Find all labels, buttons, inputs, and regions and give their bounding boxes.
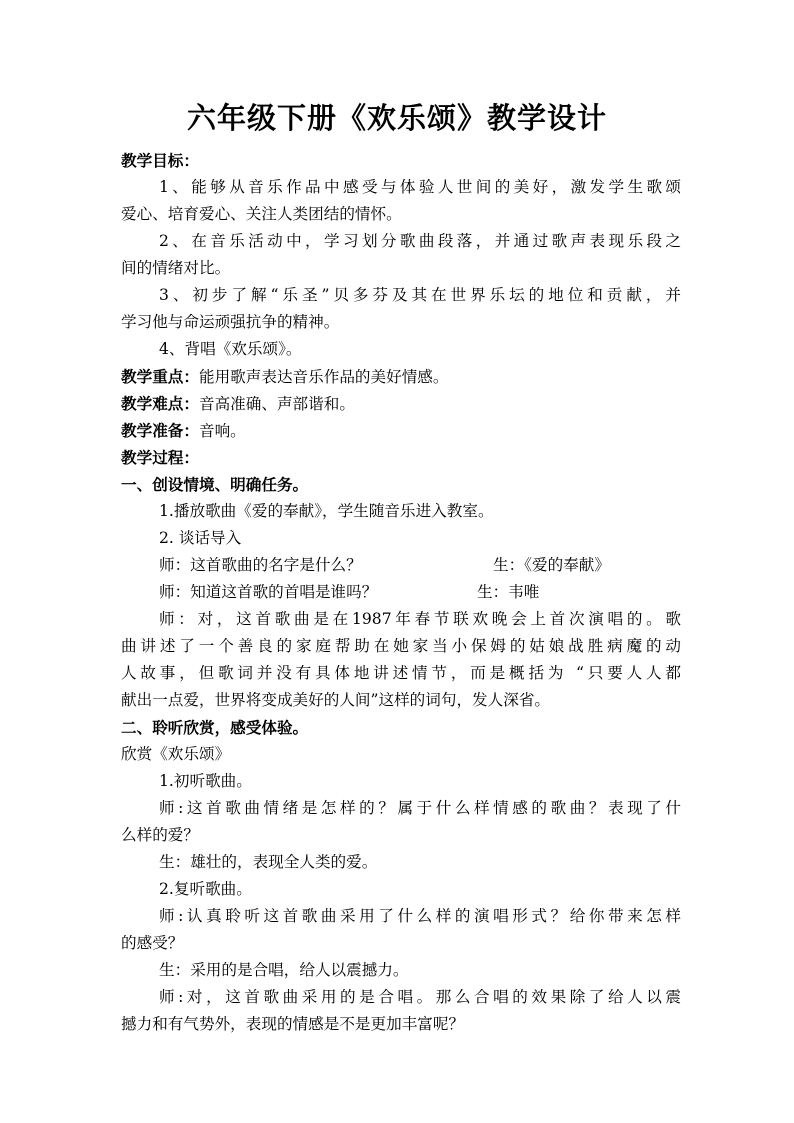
key-point (121, 363, 681, 390)
student-answer-1: 生：雄壮的，表现全人类的爱。 (159, 853, 378, 871)
paragraph-1-line-4: 献出一点爱，世界将变成美好的人间”这样的词句，发人深省。 (121, 691, 551, 709)
section-1-step-1: 1.播放歌曲《爱的奉献》，学生随音乐进入教室。 (159, 502, 494, 520)
preparation-text: 音响。 (198, 422, 246, 440)
teacher-question-1-line-1: 师:这首歌曲情绪是怎样的？属于什么样情感的歌曲？表现了什 (159, 799, 681, 817)
paragraph-1-line-2: 曲讲述了一个善良的家庭帮助在她家当小保姆的姑娘战胜病魔的动 (121, 637, 681, 655)
section-1-step-2: 2. 谈话导入 (159, 529, 242, 547)
dialogue-2 (121, 579, 681, 606)
teacher-remark-line-2: 撼力和有气势外，表现的情感是不是更加丰富呢？ (121, 1015, 465, 1033)
document-title: 六年级下册《欢乐颂》教学设计 (186, 101, 607, 135)
process-heading: 教学过程： (121, 448, 199, 467)
student-answer-2: 生：采用的是合唱，给人以震撼力。 (159, 961, 409, 979)
key-point-label: 教学重点： (121, 367, 199, 386)
section-2-heading: 二、聆听欣赏，感受体验。 (121, 718, 309, 737)
objective-3-line-2: 学习他与命运顽强抗争的精神。 (121, 313, 340, 331)
paragraph-1-line-3: 人故事，但歌词并没有具体地讲述情节，而是概括为 “只要人人都 (121, 664, 681, 682)
objective-1-line-2: 爱心、培育爱心、关注人类团结的情怀。 (121, 205, 402, 223)
preparation (121, 417, 681, 444)
difficulty-label: 教学难点： (121, 394, 199, 413)
dialogue-1-teacher: 师：这首歌曲的名字是什么？ (159, 556, 362, 574)
objective-1-line-1: 1、能够从音乐作品中感受与体验人世间的美好，激发学生歌颂 (159, 178, 681, 196)
preparation-label: 教学准备： (121, 421, 199, 440)
objective-3-line-1: 3、初步了解“乐圣”贝多芬及其在世界乐坛的地位和贡献，并 (159, 286, 681, 304)
teacher-remark-line-1: 师:对，这首歌曲采用的是合唱。那么合唱的效果除了给人以震 (159, 988, 681, 1006)
dialogue-1-student: 生：《爱的奉献》 (493, 556, 610, 574)
teacher-question-2-line-2: 的感受？ (121, 934, 184, 952)
section-1-heading: 一、创设情境、明确任务。 (121, 475, 309, 494)
listen-1: 1.初听歌曲。 (159, 772, 252, 790)
objectives-heading: 教学目标： (121, 151, 199, 170)
dialogue-1 (121, 552, 681, 579)
listen-2: 2.复听歌曲。 (159, 880, 252, 898)
teacher-question-1-line-2: 么样的爱？ (121, 826, 199, 844)
objective-4: 4、背唱《欢乐颂》。 (159, 340, 302, 358)
key-point-text: 能用歌声表达音乐作品的美好情感。 (198, 368, 449, 386)
difficulty (121, 390, 681, 417)
teacher-question-2-line-1: 师:认真聆听这首歌曲采用了什么样的演唱形式？给你带来怎样 (159, 907, 681, 925)
appreciate-title: 欣赏《欢乐颂》 (121, 745, 231, 763)
objective-2-line-2: 间的情绪对比。 (121, 259, 231, 277)
objective-2-line-1: 2、在音乐活动中，学习划分歌曲段落，并通过歌声表现乐段之 (159, 232, 681, 250)
paragraph-1-line-1: 师：对，这首歌曲是在1987年春节联欢晚会上首次演唱的。歌 (159, 610, 681, 628)
dialogue-2-teacher: 师：知道这首歌的首唱是谁吗？ (159, 583, 378, 601)
difficulty-text: 音高准确、声部谐和。 (198, 395, 355, 413)
dialogue-2-student: 生：韦唯 (477, 583, 540, 601)
